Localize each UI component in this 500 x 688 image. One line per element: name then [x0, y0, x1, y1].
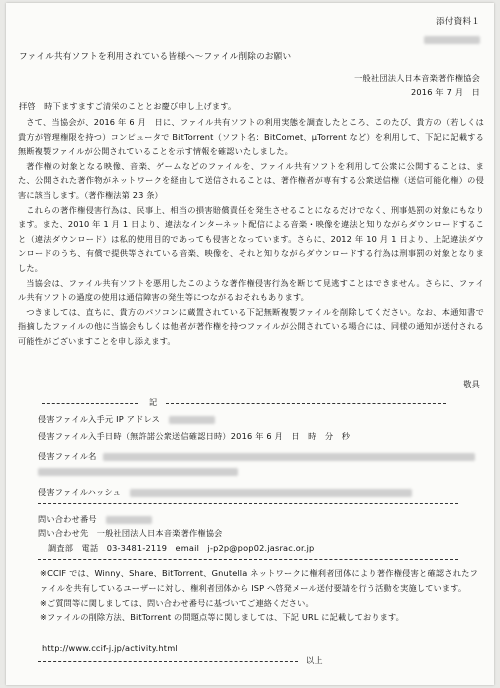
ip-address-label: 侵害ファイル入手元 IP アドレス — [38, 414, 160, 424]
redacted-filename-cont — [38, 466, 238, 477]
reference-url: http://www.ccif-j.jp/activity.html — [42, 643, 178, 653]
body-paragraph-2: 著作権の対象となる映像、音楽、ゲームなどのファイルを、ファイル共有ソフトを利用して公衆に公開することは、また、公開された著作物がネットワークを経由して送信されることは、著作権者が専有する公衆送信権（送信可能化権）の侵害に該当します。（著作権法第 23 条） — [18, 160, 484, 200]
end-ijou: 以上 — [306, 655, 323, 665]
note-inquiry: ※ご質問等に関しましては、問い合わせ番号に基づいてご連絡ください。 — [40, 597, 314, 608]
hash-label: 侵害ファイルハッシュ — [38, 487, 121, 497]
notice-letter — [6, 3, 494, 685]
greeting: 拝啓 時下ますますご清栄のこととお慶び申し上げます。 — [19, 101, 237, 111]
note-ccif: ※CCIF では、Winny、Share、BitTorrent、Gnutella ネットワークに権利者団体により著作権侵害と確認されたファイルを共有しているユーザーに対し、権利者団体から ISP へ啓発メール送付要請を行う活動を実施しています。 — [40, 568, 478, 593]
hash-row — [38, 487, 412, 498]
body-text — [18, 115, 484, 349]
ki-heading: 記 — [149, 397, 158, 407]
body-paragraph-1: さて、当協会が、2016 年 6 月 日に、ファイル共有ソフトの利用実態を調査したところ、このたび、貴方の（若しくは貴方が管理権限を持つ）コンピュータで BitTorrent（ソフト名：BitComet、μTorrent など）を利用して、下記に記載する無断複製ファイルが公開されていることを示す情報を確認いたしました。 — [18, 117, 484, 157]
notes-block — [40, 566, 478, 625]
inquiry-number-label: 問い合わせ番号 — [38, 514, 97, 524]
sender-organization: 一般社団法人日本音楽著作権協会 — [354, 73, 480, 83]
datetime-row: 侵害ファイル入手日時（無許諾公衆送信確認日時）2016 年 6 月 日 時 分 秒 — [38, 431, 351, 441]
document-title: ファイル共有ソフトを利用されている皆様へ～ファイル削除のお願い — [19, 52, 292, 62]
divider-end — [38, 661, 298, 662]
attachment-label: 添付資料１ — [436, 17, 480, 27]
note-deletion: ※ファイルの削除方法、BitTorrent の問題点等に関しましては、下記 URL に記載しております。 — [40, 612, 405, 623]
filename-label: 侵害ファイル名 — [38, 451, 97, 461]
divider-left — [42, 403, 138, 404]
redacted-header-id — [424, 34, 480, 45]
redacted-hash — [130, 489, 412, 497]
divider-right — [166, 403, 446, 404]
body-paragraph-5: つきましては、直ちに、貴方のパソコンに蔵置されている下記無断複製ファイルを削除してください。なお、本通知書で指摘したファイルの他に当協会もしくは他者が著作権を持つファイルが公開されている場合には、同様の通知が送付される可能性がございますことを申し添えます。 — [18, 306, 484, 346]
redacted-filename — [103, 453, 475, 461]
ip-address-row — [38, 414, 215, 425]
body-paragraph-4: 当協会は、ファイル共有ソフトを悪用したこのような著作権侵害行為を断じて見逃すことはできません。さらに、ファイル共有ソフトの過度の使用は通信障害の発生等につながるおそれもあります。 — [18, 277, 484, 303]
dept-phone-email: 調査部 電話 03-3481-2119 email j-p2p@pop02.jasrac.or.jp — [48, 543, 315, 553]
closing-keigu: 敬具 — [463, 379, 480, 389]
inquiry-contact: 問い合わせ先 一般社団法人日本音楽著作権協会 — [38, 528, 223, 538]
body-paragraph-3: これらの著作権侵害行為は、民事上、相当の損害賠償責任を発生させることになるだけでなく、刑事処罰の対象にもなります。また、2010 年 1 月 1 日より、違法なインターネット配信による音楽・映像を違法と知りながらダウンロードすること（違法ダウンロード）は私的使用目的であっても侵害となっています。さらに、2012 年 10 月 1 日より、上記違法ダウンロードのうち、有償で提供等されている音楽、映像を、それと知りながらダウンロードする行為は刑事罰の対象となりました。 — [18, 204, 484, 273]
inquiry-number-row — [38, 514, 152, 525]
document-date: 2016 年 7 月 日 — [410, 87, 480, 97]
redacted-ip — [169, 416, 215, 424]
divider-contact — [38, 503, 458, 504]
redacted-inquiry-number — [106, 516, 152, 524]
filename-row — [38, 451, 475, 462]
divider-notes — [38, 559, 458, 560]
